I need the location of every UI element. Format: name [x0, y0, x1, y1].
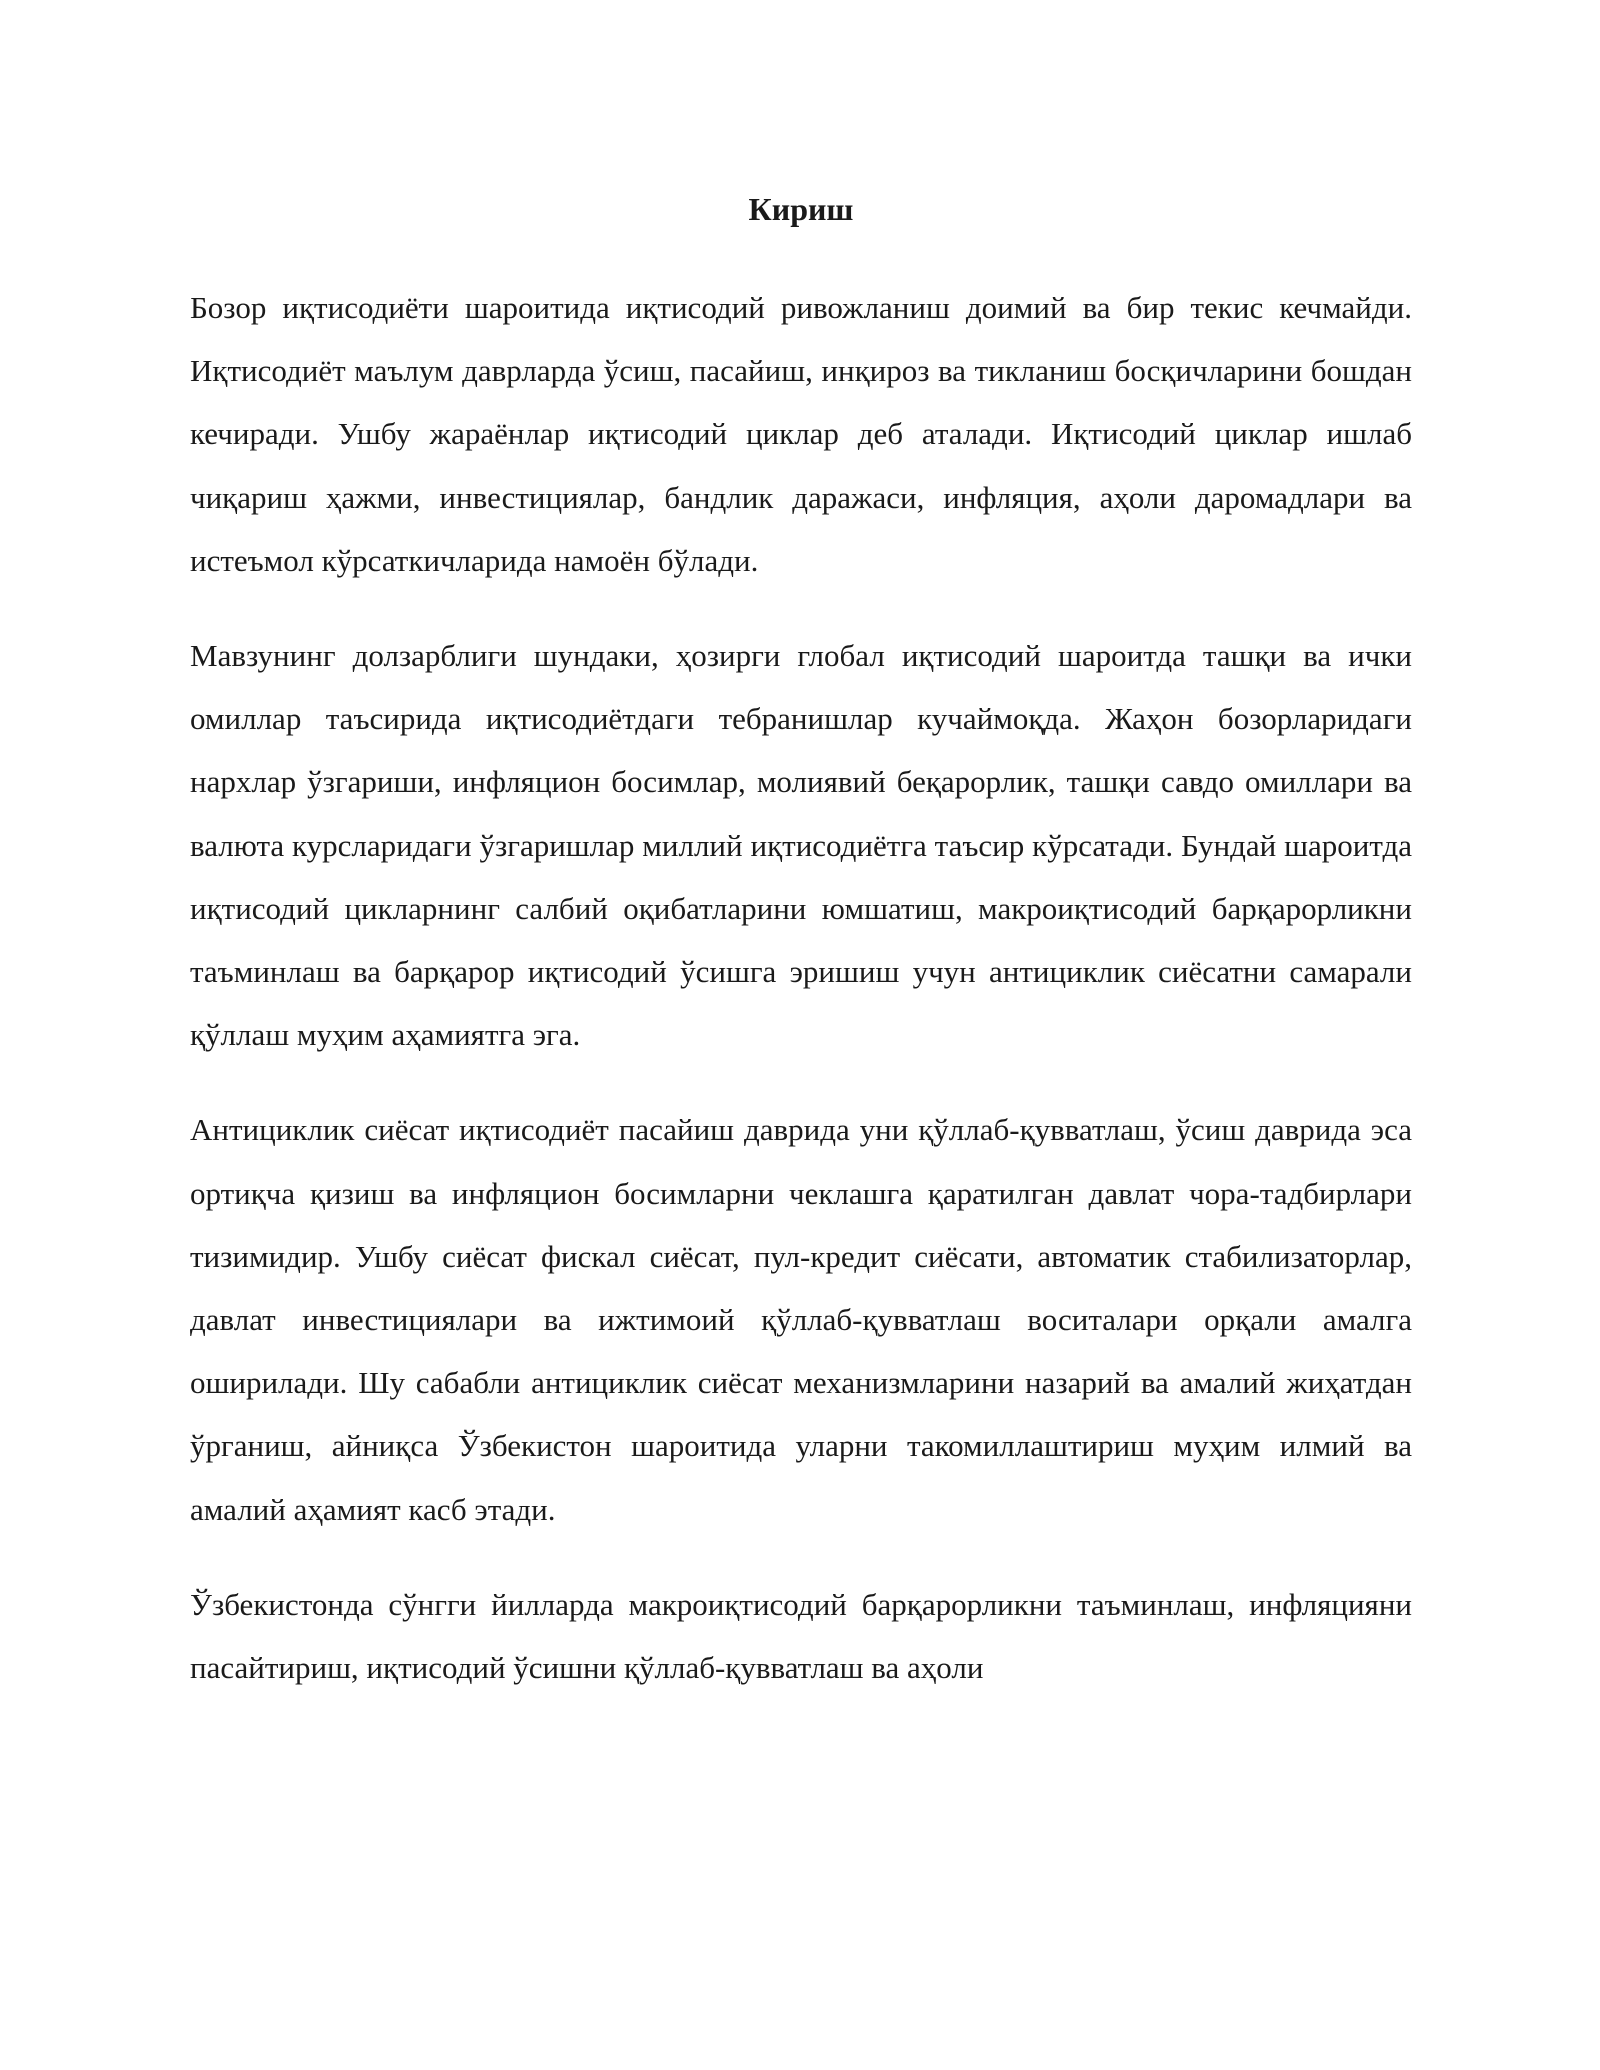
paragraph-3: Антициклик сиёсат иқтисодиёт пасайиш даврида уни қўллаб-қувватлаш, ўсиш даврида эса ортиқча қизиш ва инфляцион босимларни чеклашга қаратилган давлат чора-тадбирлари тизимидир. Ушбу сиёсат фискал сиёсат, пул-кредит сиёсати, автоматик стабилизаторлар, давлат инвестициялари ва ижтимоий қўллаб-қувватлаш воситалари орқали амалга оширилади. Шу сабабли антициклик сиёсат механизмларини назарий ва амалий жиҳатдан ўрганиш, айниқса Ўзбекистон шароитида уларни такомиллаштириш муҳим илмий ва амалий аҳамият касб этади.: [190, 1112, 1412, 1527]
paragraph-1: Бозор иқтисодиёти шароитида иқтисодий ривожланиш доимий ва бир текис кечмайди. Иқтисодиёт маълум даврларда ўсиш, пасайиш, инқироз ва тикланиш босқичларини бошдан кечиради. Ушбу жараёнлар иқтисодий циклар деб аталади. Иқтисодий циклар ишлаб чиқариш ҳажми, инвестициялар, бандлик даражаси, инфляция, аҳоли даромадлари ва истеъмол кўрсаткичларида намоён бўлади.: [190, 290, 1412, 578]
paragraph-4: Ўзбекистонда сўнгги йилларда макроиқтисодий барқарорликни таъминлаш, инфляцияни пасайтириш, иқтисодий ўсишни қўллаб-қувватлаш ва аҳоли: [190, 1586, 1412, 1686]
page-title: Кириш: [748, 191, 854, 227]
paragraph-2: Мавзунинг долзарблиги шундаки, ҳозирги глобал иқтисодий шароитда ташқи ва ички омиллар таъсирида иқтисодиётдаги тебранишлар кучаймоқда. Жаҳон бозорларидаги нархлар ўзгариши, инфляцион босимлар, молиявий беқарорлик, ташқи савдо омиллари ва валюта курсларидаги ўзгаришлар миллий иқтисодиётга таъсир кўрсатади. Бундай шароитда иқтисодий цикларнинг салбий оқибатларини юмшатиш, макроиқтисодий барқарорликни таъминлаш ва барқарор иқтисодий ўсишга эришиш учун антициклик сиёсатни самарали қўллаш муҳим аҳамиятга эга.: [190, 638, 1412, 1053]
document-body: [190, 190, 1412, 1699]
